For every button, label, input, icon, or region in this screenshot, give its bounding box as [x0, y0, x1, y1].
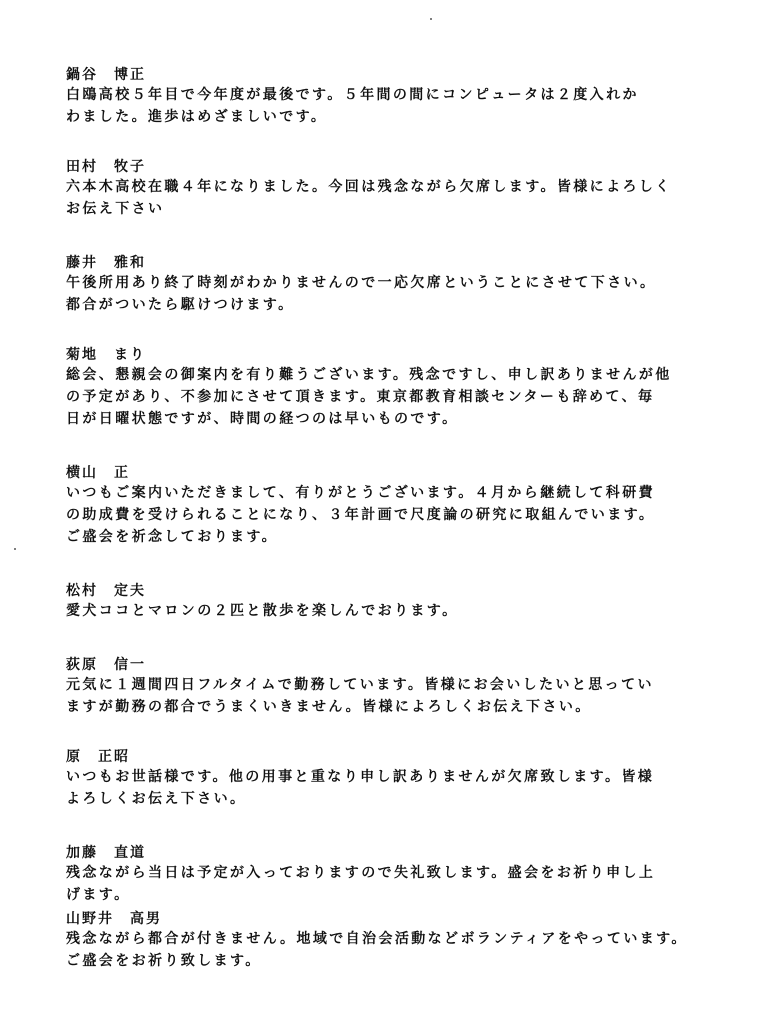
entry-line: 愛犬ココとマロンの２匹と散歩を楽しんでおります。: [66, 603, 459, 619]
entry-line: よろしくお伝え下さい。: [66, 791, 247, 807]
entry-line: いつもご案内いただきまして、有りがとうございます。４月から継続して科研費: [66, 485, 655, 501]
entry-line: お伝え下さい: [66, 201, 165, 217]
entry-name: 菊地 まり: [66, 347, 146, 363]
entry: [66, 66, 726, 128]
entry: [66, 346, 726, 430]
entry-line: 残念ながら都合が付きません。地域で自治会活動などボランティアをやっています。: [66, 931, 688, 947]
entry-name: 横山 正: [66, 465, 130, 481]
entry-line: 都合がついたら駆けつけます。: [66, 297, 295, 313]
entry: [66, 582, 726, 622]
entry-name: 荻原 信一: [66, 657, 146, 673]
entry: [66, 254, 726, 316]
scan-speck: [14, 548, 16, 550]
entry-line: ご盛会を祈念しております。: [66, 529, 279, 545]
entry-line: 六本木高校在職４年になりました。今回は残念ながら欠席します。皆様によろしく: [66, 179, 672, 195]
entry-name: 原 正昭: [66, 749, 130, 765]
entry: [66, 910, 726, 972]
entry-name: 藤井 雅和: [66, 255, 146, 271]
entry-line: いつもお世話様です。他の用事と重なり申し訳ありませんが欠席致します。皆様: [66, 769, 655, 785]
entry-line: わました。進歩はめざましいです。: [66, 109, 328, 125]
entry-line: 日が日曜状態ですが、時間の経つのは早いものです。: [66, 411, 459, 427]
entry-line: 元気に１週間四日フルタイムで勤務しています。皆様にお会いしたいと思ってい: [66, 677, 654, 693]
entry: [66, 464, 726, 548]
entry-line: の助成費を受けられることになり、３年計画で尺度論の研究に取組んでいます。: [66, 507, 656, 523]
entry: [66, 748, 726, 810]
entry-line: の予定があり、不参加にさせて頂きます。東京都教育相談センターも辞めて、毎: [66, 389, 655, 405]
entry-line: 午後所用あり終了時刻がわかりませんので一応欠席ということにさせて下さい。: [66, 275, 657, 291]
entry-name: 鍋谷 博正: [66, 67, 146, 83]
entry-name: 松村 定夫: [66, 583, 146, 599]
entry-line: ますが勤務の都合でうまくいきません。皆様によろしくお伝え下さい。: [66, 699, 592, 715]
entry: [66, 656, 726, 718]
entry-line: ご盛会をお祈り致します。: [66, 953, 262, 969]
scan-speck: [430, 18, 432, 20]
entry-line: 残念ながら当日は予定が入っておりますので失礼致します。盛会をお祈り申し上: [66, 865, 656, 881]
entry: [66, 844, 726, 906]
entry-line: げます。: [66, 887, 131, 903]
entry-name: 加藤 直道: [66, 845, 146, 861]
entry-line: 総会、懇親会の御案内を有り難うございます。残念ですし、申し訳ありませんが他: [66, 367, 672, 383]
entry-name: 山野井 高男: [66, 911, 162, 927]
entry: [66, 158, 726, 220]
entry-name: 田村 牧子: [66, 159, 146, 175]
entry-line: 白鴎高校５年目で今年度が最後です。５年間の間にコンピュータは２度入れか: [66, 87, 639, 103]
